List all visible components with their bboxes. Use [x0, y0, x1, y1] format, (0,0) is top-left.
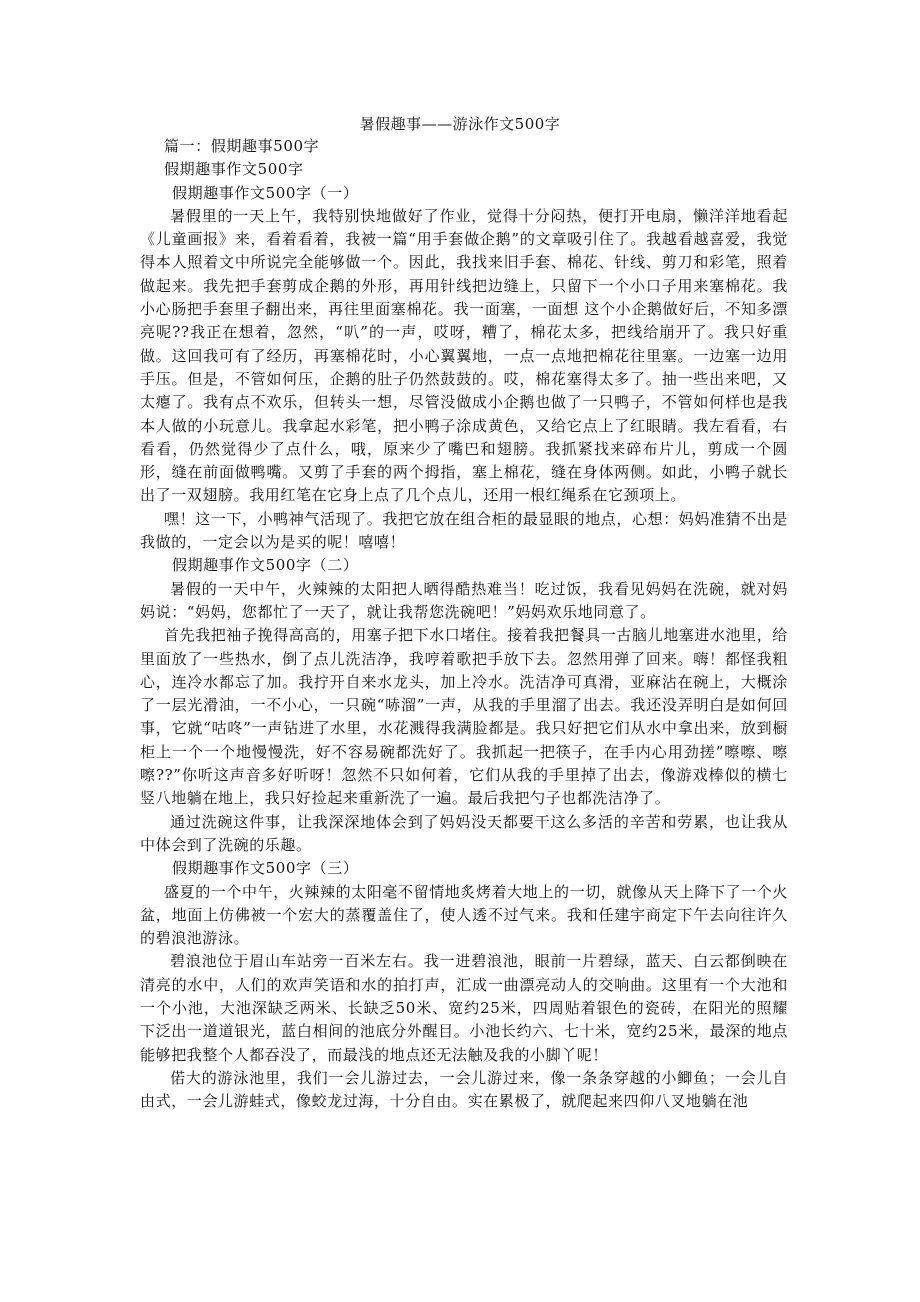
paragraph-5: 通过洗碗这件事，让我深深地体会到了妈妈没天都要干这么多活的辛苦和劳累，也让我从中体会到了洗碗的乐趣。 — [140, 812, 788, 854]
paragraph-8: 偌大的游泳池里，我们一会儿游过去，一会儿游过来，像一条条穿越的小鲫鱼；一会儿自由式，一会儿游蛙式，像蛟龙过海，十分自由。实在累极了，就爬起来四仰八叉地躺在池 — [140, 1068, 788, 1111]
paragraph-1: 暑假里的一天上午，我特别快地做好了作业，觉得十分闷热，便打开电扇，懒洋洋地看起《儿童画报》来，看着看着，我被一篇“用手套做企鹅”的文章吸引住了。我越看越喜爱，我觉得本人照着文中所说完全能够做一个。因此，我找来旧手套、棉花、针线、剪刀和彩笔，照着做起来。我先把手套剪成企鹅的外形，再用针线把边缝上，只留下一个小口子用来塞棉花。我小心肠把手套里子翻出来，再往里面塞棉花。我一面塞，一面想 这个小企鹅做好后，不知多漂亮呢??我正在想着，忽然，“叭”的一声，哎呀，糟了，棉花太多，把线给崩开了。我只好重做。这回我可有了经历，再塞棉花时，小心翼翼地，一点一点地把棉花往里塞。一边塞一边用手压。但是，不管如何压，企鹅的肚子仍然鼓鼓的。哎，棉花塞得太多了。抽一些出来吧，又太瘪了。我有点不欢乐，但转头一想，尽管没做成小企鹅也做了一只鸭子，不管如何样也是我本人做的小玩意儿。我拿起水彩笔，把小鸭子涂成黄色，又给它点上了红眼睛。我左看看，右看看，仍然觉得少了点什么，哦，原来少了嘴巴和翅膀。我抓紧找来碎布片儿，剪成一个圆形，缝在前面做鸭嘴。又剪了手套的两个拇指，塞上棉花，缝在身体两侧。如此，小鸭子就长出了一双翅膀。我用红笔在它身上点了几个点儿，还用一根红绳系在它颈项上。 — [140, 206, 788, 505]
document-title: 暑假趣事——游泳作文500字 — [359, 115, 561, 133]
essay-heading-2: 假期趣事作文500字（二） — [172, 556, 359, 575]
essay-heading-1: 假期趣事作文500字（一） — [172, 183, 359, 202]
section-heading-1: 篇一：假期趣事500字 — [164, 137, 320, 155]
section-heading-2: 假期趣事作文500字 — [164, 160, 304, 179]
essay-heading-3: 假期趣事作文500字（三） — [172, 859, 359, 878]
paragraph-2: 嘿！这一下，小鸭神气活现了。我把它放在组合柜的最显眼的地点，心想：妈妈准猜不出是我做的，一定会以为是买的呢！嘻嘻！ — [140, 509, 789, 552]
paragraph-4: 首先我把袖子挽得高高的，用塞子把下水口堵住。接着我把餐具一古脑儿地塞进水池里，给里面放了一些热水，倒了点儿洗洁净，我哼着歌把手放下去。忽然用弹了回来。嗨！都怪我粗心，连冷水都忘了加。我拧开自来水龙头，加上冷水。洗洁净可真滑，亚麻沾在碗上，大概涂了一层光滑油，一不小心，一只碗“哧溜”一声，从我的手里溜了出去。我还没弄明白是如何回事，它就“咕咚”一声钻进了水里，水花溅得我满脸都是。我只好把它们从水中拿出来，放到橱柜上一个一个地慢慢洗，好不容易碗都洗好了。我抓起一把筷子，在手内心用劲搓”嚓嚓、嚓嚓??”你听这声音多好听呀！忽然不只如何着，它们从我的手里掉了出去，像游戏棒似的横七竖八地躺在地上，我只好捡起来重新洗了一遍。最后我把勺子也都洗洁净了。 — [140, 626, 789, 808]
paragraph-7: 碧浪池位于眉山车站旁一百米左右。我一进碧浪池，眼前一片碧绿，蓝天、白云都倒映在清亮的水中，人们的欢声笑语和水的拍打声，汇成一曲漂亮动人的交响曲。这里有一个大池和一个小池，大池深缺乏两米、长缺乏50米、宽约25米，四周贴着银色的瓷砖，在阳光的照耀下泛出一道道银光，蓝白相间的池底分外醒目。小池长约六、七十米，宽约25米，最深的地点能够把我整个人都吞没了，而最浅的地点还无法触及我的小脚丫呢！ — [140, 952, 788, 1064]
paragraph-6: 盛夏的一个中午，火辣辣的太阳毫不留情地炙烤着大地上的一切，就像从天上降下了一个火盆，地面上仿佛被一个宏大的蒸覆盖住了，使人透不过气来。我和任建宇商定下午去向往许久的碧浪池游泳。 — [140, 882, 789, 948]
document-body — [140, 135, 788, 1113]
paragraph-3: 暑假的一天中午，火辣辣的太阳把人晒得酷热难当！吃过饭，我看见妈妈在洗碗，就对妈妈说：“妈妈，您都忙了一天了，就让我帮您洗碗吧！”妈妈欢乐地同意了。 — [140, 579, 788, 621]
